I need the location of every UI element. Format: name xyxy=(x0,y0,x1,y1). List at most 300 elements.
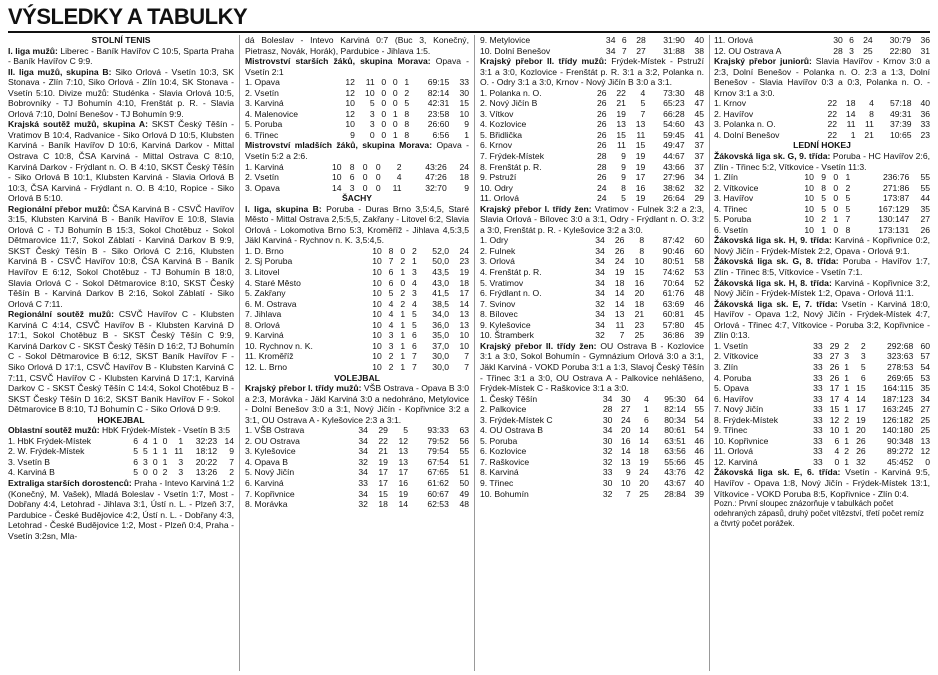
table-cell: 14 xyxy=(224,435,234,446)
table-cell: 1 xyxy=(400,330,406,341)
table-cell: 28 xyxy=(833,45,843,56)
team-name: 2. Sj Poruba xyxy=(245,256,293,267)
table-row xyxy=(480,119,704,130)
standings-table xyxy=(245,246,469,373)
table-cell: 4 xyxy=(396,172,402,183)
table-row xyxy=(245,362,469,373)
competition-name: I. liga mužů: xyxy=(8,45,58,56)
table-cell: 89:272 xyxy=(887,446,914,457)
table-cell: 37:39 xyxy=(890,119,912,130)
table-cell: 10 xyxy=(372,245,382,256)
table-cell: 10 xyxy=(331,172,342,183)
table-cell: 8 xyxy=(639,235,645,246)
table-row xyxy=(245,351,469,362)
team-name: 5. Opava xyxy=(714,383,749,394)
table-cell: 34 xyxy=(595,235,605,246)
table-row xyxy=(714,383,930,394)
table-cell: 60:81 xyxy=(662,309,685,320)
table-row xyxy=(480,309,704,320)
table-cell: 53 xyxy=(920,372,930,383)
table-cell: 57 xyxy=(920,351,930,362)
table-cell: 0 xyxy=(833,172,839,183)
table-cell: 34 xyxy=(605,35,616,45)
table-cell: 29 xyxy=(378,425,388,436)
table-cell: 126:182 xyxy=(882,414,914,425)
standings-table xyxy=(245,162,469,194)
section-heading: HOKEJBAL xyxy=(97,414,145,425)
table-cell: 0 xyxy=(375,161,381,172)
table-cell: 5 xyxy=(640,98,646,109)
table-cell: 63:69 xyxy=(662,298,685,309)
results-paragraph xyxy=(245,140,469,161)
table-cell: 18:12 xyxy=(195,446,218,457)
table-cell: 173:131 xyxy=(878,224,910,235)
table-cell: 34 xyxy=(358,467,368,478)
table-cell: 7 xyxy=(464,361,469,372)
table-cell: 2 xyxy=(411,245,417,256)
table-row xyxy=(714,172,930,183)
table-row xyxy=(245,499,469,510)
table-cell: 34 xyxy=(595,256,605,267)
table-cell: 17 xyxy=(635,172,646,183)
table-cell: 32 xyxy=(694,182,704,193)
table-cell: 6 xyxy=(388,277,394,288)
table-cell: 26 xyxy=(596,140,607,151)
table-row xyxy=(245,436,469,447)
table-cell: 2 xyxy=(400,256,406,267)
table-cell: 45 xyxy=(694,456,704,467)
table-cell: 45 xyxy=(694,108,704,119)
team-name: 11. Orlová xyxy=(714,35,754,45)
results-paragraph xyxy=(245,204,469,246)
table-cell: 18 xyxy=(378,499,388,510)
table-cell: 49:47 xyxy=(663,140,685,151)
table-cell: 6 xyxy=(834,435,840,446)
table-cell: 163:245 xyxy=(882,404,914,415)
table-cell: 38 xyxy=(694,45,704,56)
table-cell: 1 xyxy=(162,446,168,457)
table-cell: 54 xyxy=(694,414,704,425)
table-cell: 6 xyxy=(133,456,138,467)
table-cell: 19 xyxy=(616,108,626,119)
team-name: 8. Morávka xyxy=(245,499,288,510)
team-name: 2. Vítkovice xyxy=(714,182,759,193)
table-row xyxy=(480,256,704,267)
section-heading: ŠACHY xyxy=(341,193,373,204)
table-cell: 10 xyxy=(372,288,382,299)
team-name: 8. Orlová xyxy=(245,319,280,330)
table-cell: 67:65 xyxy=(427,467,449,478)
table-cell: 62:53 xyxy=(427,499,449,510)
table-row xyxy=(245,457,469,468)
table-cell: 16 xyxy=(398,477,409,488)
table-cell: 12 xyxy=(345,77,355,88)
table-cell: 59:45 xyxy=(663,129,685,140)
team-name: 9. Pstruží xyxy=(480,172,517,183)
table-row xyxy=(480,162,704,173)
table-cell: 10 xyxy=(372,256,382,267)
table-cell: 60:67 xyxy=(427,488,449,499)
results-text: Poruba - Duras Brno 3,5:4,5, Staré Město - Mittal Ostrava 2,5:5,5, Zakřany - Litovel 6:2, Slavia Orlová - Lokomotiva Brno 5:3, Kroměříž - Jihlava 4,5:3,5 Jäkl Karviná - Rychnov n. K. 3,5:4,5. xyxy=(245,203,469,246)
table-cell: 33 xyxy=(813,361,823,372)
table-cell: 26 xyxy=(596,129,607,140)
table-cell: 60 xyxy=(920,340,930,351)
table-cell: 1 xyxy=(464,129,469,140)
table-cell: 45:452 xyxy=(887,456,914,467)
table-cell: 16 xyxy=(621,435,631,446)
table-cell: 24 xyxy=(596,193,607,204)
table-row xyxy=(480,88,704,99)
table-row xyxy=(480,299,704,310)
table-cell: 33 xyxy=(813,456,823,467)
table-cell: 67:54 xyxy=(427,456,449,467)
competition-name: Žákovská liga sk. H, 8. třída: xyxy=(714,277,832,288)
table-cell: 10 xyxy=(804,182,814,193)
team-name: 1. D. Brno xyxy=(245,245,284,256)
table-cell: 25 xyxy=(863,45,873,56)
table-cell: 1 xyxy=(392,108,398,119)
table-row xyxy=(714,436,930,447)
table-row xyxy=(480,140,704,151)
table-row xyxy=(245,278,469,289)
table-cell: 2 xyxy=(229,467,234,478)
team-name: 4. Dolní Benešov xyxy=(714,129,780,140)
competition-name: Žákovská liga sk. E, 6. třída: xyxy=(714,467,841,478)
table-row xyxy=(245,267,469,278)
table-cell: 19 xyxy=(378,456,388,467)
table-cell: 23 xyxy=(920,129,930,140)
table-cell: 22 xyxy=(827,108,838,119)
table-cell: 13 xyxy=(616,119,626,130)
table-cell: 5 xyxy=(821,203,827,214)
table-cell: 50 xyxy=(459,477,469,488)
table-cell: 38,5 xyxy=(432,298,450,309)
results-paragraph xyxy=(714,151,930,172)
table-row xyxy=(245,172,469,183)
table-cell: 3 xyxy=(849,45,854,56)
column-4 xyxy=(714,35,930,671)
table-cell: 5 xyxy=(404,98,410,109)
team-name: 4. Malenovice xyxy=(245,108,299,119)
column-1 xyxy=(8,35,234,671)
table-cell: 80:61 xyxy=(664,425,686,436)
table-cell: 42 xyxy=(694,467,704,478)
table-row xyxy=(245,246,469,257)
table-cell: 2 xyxy=(821,214,827,225)
table-cell: 19 xyxy=(398,488,409,499)
table-cell: 20:22 xyxy=(195,456,218,467)
table-cell: 7 xyxy=(625,488,631,499)
table-cell: 80:51 xyxy=(662,256,685,267)
table-cell: 15 xyxy=(829,404,840,415)
table-cell: 271:86 xyxy=(883,182,910,193)
table-cell: 13 xyxy=(621,456,631,467)
team-name: 10. Kopřivnice xyxy=(714,435,769,446)
table-cell: 30 xyxy=(833,35,843,45)
table-row xyxy=(245,478,469,489)
team-name: 6. Frýdlant n. O. xyxy=(480,288,542,299)
results-text: Vratimov - Fulnek 3:2 a 2:3, Slavia Orlová - Bílovec 3:0 a 3:1, Odry - Frýdlant n. O. 3:2 a 3:0, Frenštát p. R. - Kylešovice 3:2 a 3:0. xyxy=(480,203,704,235)
team-name: 9. Třinec xyxy=(480,477,514,488)
table-cell: 54:60 xyxy=(663,119,685,130)
table-cell: 12 xyxy=(920,446,930,457)
table-cell: 57:80 xyxy=(662,319,685,330)
table-cell: 14 xyxy=(398,499,409,510)
table-cell: 4 xyxy=(411,298,417,309)
table-cell: 3 xyxy=(411,267,417,278)
table-cell: 9 xyxy=(350,129,355,140)
table-cell: 22 xyxy=(827,98,838,109)
team-name: 4. OU Ostrava B xyxy=(480,425,544,436)
table-cell: 36 xyxy=(920,108,930,119)
table-cell: 34 xyxy=(595,288,605,299)
table-cell: 1 xyxy=(850,129,856,140)
table-cell: 90:46 xyxy=(662,245,685,256)
results-paragraph xyxy=(8,478,234,541)
table-cell: 43,0 xyxy=(432,277,450,288)
team-name: 2. Vsetín xyxy=(245,172,279,183)
table-cell: 41,5 xyxy=(432,288,450,299)
table-cell: 3 xyxy=(143,456,148,467)
table-cell: 3 xyxy=(388,330,394,341)
table-cell: 10 xyxy=(365,87,375,98)
team-name: 6. Karviná xyxy=(245,477,284,488)
table-row xyxy=(245,425,469,436)
table-cell: 4 xyxy=(844,393,850,404)
table-cell: 37 xyxy=(694,140,704,151)
team-name: 5. Břidlička xyxy=(480,129,523,140)
table-cell: 40 xyxy=(920,98,930,109)
table-cell: 31:90 xyxy=(663,35,685,45)
team-name: 4. Staré Město xyxy=(245,277,301,288)
table-cell: 8 xyxy=(869,108,874,119)
table-cell: 7 xyxy=(845,214,851,225)
table-row xyxy=(480,478,704,489)
table-cell: 1 xyxy=(392,129,398,140)
table-cell: 1 xyxy=(844,372,850,383)
team-name: 5. Poruba xyxy=(480,435,518,446)
table-cell: 19 xyxy=(635,193,646,204)
table-row xyxy=(480,151,704,162)
table-cell: 3 xyxy=(349,182,355,193)
table-cell: 9 xyxy=(464,119,469,130)
table-cell: 1 xyxy=(821,224,827,235)
table-cell: 12 xyxy=(345,108,355,119)
table-cell: 3 xyxy=(844,351,850,362)
table-cell: 3 xyxy=(388,340,394,351)
table-row xyxy=(480,193,704,204)
table-cell: 95:30 xyxy=(664,393,686,404)
table-cell: 43 xyxy=(694,119,704,130)
team-name: 7. Raškovice xyxy=(480,456,530,467)
team-name: 4. Opava B xyxy=(245,456,288,467)
team-name: 10. Dolní Benešov xyxy=(480,45,551,56)
table-cell: 34 xyxy=(595,309,605,320)
table-cell: 34 xyxy=(595,277,605,288)
table-row xyxy=(480,246,704,257)
table-cell: 27 xyxy=(829,351,840,362)
table-cell: 5 xyxy=(369,98,375,109)
table-cell: 7 xyxy=(640,108,646,119)
table-row xyxy=(714,183,930,194)
table-cell: 21 xyxy=(634,309,645,320)
table-cell: 0 xyxy=(392,98,398,109)
team-name: 7. Frýdek-Místek xyxy=(480,151,544,162)
table-row xyxy=(480,35,704,46)
table-cell: 10 xyxy=(372,340,382,351)
table-row xyxy=(480,130,704,141)
table-cell: 2 xyxy=(404,87,410,98)
table-cell: 5 xyxy=(860,361,866,372)
team-name: 11. Orlová xyxy=(714,446,754,457)
results-paragraph xyxy=(8,46,234,67)
table-cell: 15 xyxy=(459,98,469,109)
table-row xyxy=(714,225,930,236)
team-name: 1. Český Těšín xyxy=(480,393,538,404)
table-cell: 60 xyxy=(694,235,704,246)
team-name: 8. Bílovec xyxy=(480,309,518,320)
table-cell: 1 xyxy=(844,404,850,415)
team-name: 1. Opava xyxy=(245,77,280,88)
table-row xyxy=(8,457,234,468)
table-cell: 3 xyxy=(178,456,184,467)
table-cell: 31 xyxy=(920,45,930,56)
table-cell: 32 xyxy=(602,446,613,457)
table-row xyxy=(480,267,704,278)
table-cell: 2 xyxy=(388,351,394,362)
table-cell: 19 xyxy=(459,267,469,278)
table-cell: 93:33 xyxy=(427,425,449,436)
table-cell: 8 xyxy=(349,161,355,172)
table-cell: 32 xyxy=(856,456,866,467)
table-cell: 26 xyxy=(614,245,625,256)
table-cell: 43:76 xyxy=(664,467,686,478)
team-name: 2. Nový Jičín B xyxy=(480,98,538,109)
table-cell: 22:80 xyxy=(889,45,912,56)
table-cell: 6 xyxy=(411,340,417,351)
table-row xyxy=(480,278,704,289)
table-cell: 22 xyxy=(378,435,388,446)
table-cell: 46 xyxy=(694,298,704,309)
table-row xyxy=(480,288,704,299)
competition-name: Krajský přebor I. třídy mužů: xyxy=(245,383,362,394)
table-row xyxy=(714,214,930,225)
competition-name: Regionální soutěž mužů: xyxy=(8,309,115,320)
table-cell: 90:348 xyxy=(887,435,914,446)
team-name: 1. Karviná xyxy=(245,161,284,172)
table-cell: 33 xyxy=(602,467,613,478)
table-cell: 27 xyxy=(636,45,646,56)
team-name: 8. Karviná xyxy=(480,467,519,478)
column-divider xyxy=(239,35,240,671)
table-cell: 25 xyxy=(920,425,930,436)
table-cell: 82:14 xyxy=(427,87,450,98)
table-cell: 39 xyxy=(694,488,704,499)
table-cell: 10 xyxy=(634,256,645,267)
table-cell: 45 xyxy=(694,309,704,320)
table-cell: 1 xyxy=(152,435,158,446)
results-text: Poruba - Havířov 1:7, Zlín - Třinec 8:5, Vítkovice - Vsetín 7:1. xyxy=(714,256,930,278)
results-paragraph xyxy=(8,309,234,414)
standings-table xyxy=(714,35,930,56)
team-name: 6. Vsetín xyxy=(714,224,748,235)
table-cell: 61:62 xyxy=(427,477,449,488)
table-cell: 25 xyxy=(634,330,645,341)
table-row xyxy=(480,320,704,331)
table-row xyxy=(714,394,930,405)
column-divider xyxy=(474,35,475,671)
team-name: 3. Vítkov xyxy=(480,108,514,119)
table-cell: 1 xyxy=(844,383,850,394)
table-row xyxy=(480,489,704,500)
table-cell: 36:86 xyxy=(662,330,685,341)
team-name: 2. W. Frýdek-Místek xyxy=(8,446,85,457)
table-row xyxy=(8,467,234,478)
table-cell: 15 xyxy=(616,129,626,140)
results-paragraph xyxy=(245,35,469,56)
table-cell: 9 xyxy=(821,172,827,183)
table-cell: 10 xyxy=(345,98,355,109)
table-row xyxy=(480,394,704,405)
table-cell: 46 xyxy=(694,446,704,457)
table-cell: 9 xyxy=(229,446,234,457)
table-cell: 278:53 xyxy=(887,361,914,372)
team-name: 12. OU Ostrava A xyxy=(714,45,782,56)
table-cell: 14 xyxy=(331,182,342,193)
table-cell: 50,0 xyxy=(432,256,450,267)
table-cell: 13:26 xyxy=(195,467,218,478)
team-name: 2. Vítkovice xyxy=(714,351,759,362)
team-name: 5. Poruba xyxy=(245,119,283,130)
table-cell: 12 xyxy=(345,87,355,98)
results-text: CSVČ Havířov C - Klubsten Karviná C 4:14, CSVČ Havířov B - Klubsten Karviná D 17:1, Sokol Chotěbuz B - SKST Český Těšín C 9:9, Karviná Darkov C - SKST Český Těšín D 16:2, TJ Bohumín C - Sokol Dětmarovice B 6:12, SKST Baník Havířov F - Siko Orlová D 17:1, CSVČ Havířov B - Klubsten Karviná C 7:11, CSVČ Havířov C - Klubsten Karviná D 17:1, Karviná Darkov C - SKST Český Těšín C 14:4, Sokol Chotěbuz B - SKST Český Těšín D 16:2, SKST Baník Havířov F - Sokol Dětmarovice B 8:10, TJ Bohumín C - Siko Orlová D 9:9. xyxy=(8,309,234,415)
table-cell: 63:56 xyxy=(664,446,686,457)
table-row xyxy=(714,98,930,109)
table-cell: 30 xyxy=(459,87,469,98)
team-name: 8. Frenštát p. R. xyxy=(480,161,542,172)
table-cell: 164:115 xyxy=(882,383,914,394)
team-name: 3. Kylešovice xyxy=(245,446,296,457)
table-cell: 32 xyxy=(595,330,605,341)
table-cell: 53 xyxy=(694,267,704,278)
table-cell: 7 xyxy=(411,351,417,362)
table-cell: 70:64 xyxy=(662,277,685,288)
table-cell: 0 xyxy=(375,172,381,183)
table-cell: 23:58 xyxy=(427,108,450,119)
results-paragraph xyxy=(245,56,469,77)
results-paragraph xyxy=(714,56,930,98)
table-cell: 10 xyxy=(804,224,814,235)
table-cell: 14 xyxy=(856,393,866,404)
standings-table xyxy=(480,235,704,340)
table-cell: 43,5 xyxy=(432,267,450,278)
table-cell: 26 xyxy=(596,119,607,130)
table-cell: 12 xyxy=(398,435,409,446)
table-cell: 16 xyxy=(635,182,646,193)
team-name: 1. Odry xyxy=(480,235,509,246)
table-cell: 43:66 xyxy=(663,161,685,172)
table-cell: 0 xyxy=(392,119,398,130)
table-cell: 11 xyxy=(392,182,402,193)
table-cell: 27 xyxy=(920,404,930,415)
table-cell: 9 xyxy=(621,161,626,172)
table-cell: 27 xyxy=(920,214,930,225)
table-cell: 7 xyxy=(464,351,469,362)
competition-name: Žákovská liga sk. G, 9. třída: xyxy=(714,151,831,162)
table-cell: 35 xyxy=(920,383,930,394)
competition-name: Oblastní soutěž mužů: xyxy=(8,425,100,436)
table-cell: 33 xyxy=(813,435,823,446)
